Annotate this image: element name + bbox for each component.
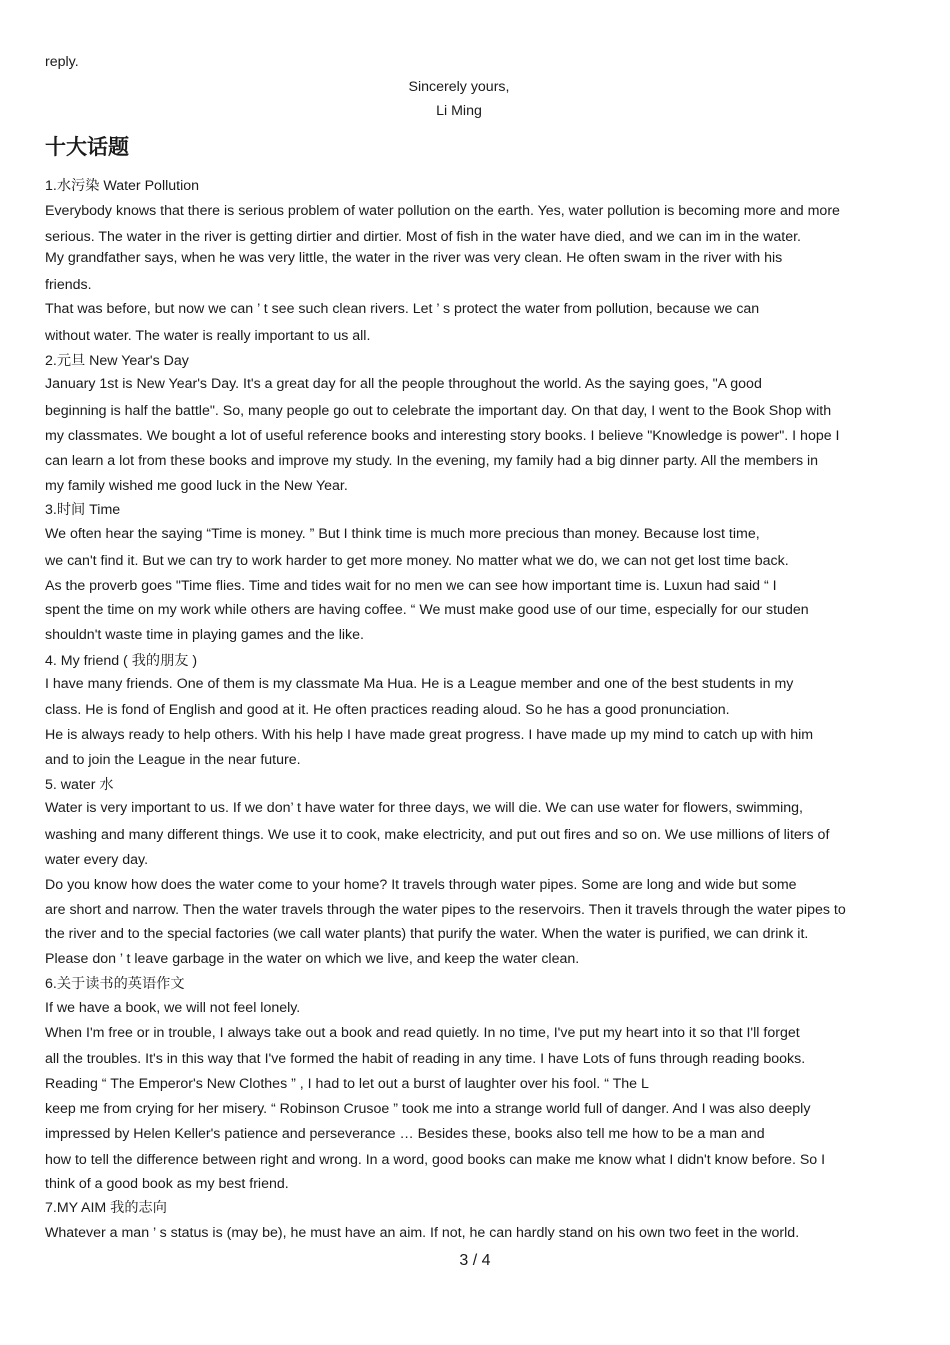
letter-signature: Li Ming <box>436 103 482 119</box>
body-line: friends. <box>45 277 92 293</box>
body-line: Do you know how does the water come to your home? It travels through water pipes. Some are long and wide but some <box>45 877 797 893</box>
body-line: Everybody knows that there is serious problem of water pollution on the earth. Yes, water pollution is becoming more and more <box>45 203 840 219</box>
page-number: 3 / 4 <box>459 1252 491 1269</box>
body-line: If we have a book, we will not feel lonely. <box>45 1000 301 1016</box>
body-line: keep me from crying for her misery. “ Robinson Crusoe ” took me into a strange world full of danger. And I was also deeply <box>45 1101 811 1117</box>
body-line: are short and narrow. Then the water travels through the water pipes to the reservoirs. Then it travels through the water pipes to <box>45 902 846 918</box>
heading-reading-essay: 6.关于读书的英语作文 <box>45 976 185 992</box>
body-line: We often hear the saying “Time is money. ” But I think time is much more precious than money. Because lost time, <box>45 526 760 542</box>
body-line: He is always ready to help others. With his help I have made great progress. I have made up my mind to catch up with him <box>45 727 814 743</box>
body-line: Water is very important to us. If we don’ t have water for three days, we will die. We can use water for flowers, swimming, <box>45 800 803 816</box>
body-line: can learn a lot from these books and improve my study. In the evening, my family had a big dinner party. All the members in <box>45 453 819 469</box>
body-line: That was before, but now we can ’ t see such clean rivers. Let ’ s protect the water from pollution, because we can <box>45 301 760 317</box>
body-line: I have many friends. One of them is my classmate Ma Hua. He is a League member and one of the best students in my <box>45 676 794 692</box>
body-line: My grandfather says, when he was very little, the water in the river was very clean. He often swam in the river with his <box>45 250 783 266</box>
section-title: 十大话题 <box>45 135 129 159</box>
heading-new-years-day: 2.元旦 New Year's Day <box>45 353 189 369</box>
body-line: without water. The water is really important to us all. <box>45 328 371 344</box>
body-line: serious. The water in the river is getting dirtier and dirtier. Most of fish in the water have died, and we can im in the water. <box>45 229 801 245</box>
body-line: Reading “ The Emperor's New Clothes ” , I had to let out a burst of laughter over his fool. “ The L <box>45 1076 649 1092</box>
body-line: we can't find it. But we can try to work harder to get more money. No matter what we do, we can not get lost time back. <box>45 553 789 569</box>
heading-water: 5. water 水 <box>45 777 114 793</box>
body-line: washing and many different things. We use it to cook, make electricity, and put out fires and so on. We use millions of liters of <box>45 827 830 843</box>
letter-reply-line: reply. <box>45 54 79 70</box>
body-line: my classmates. We bought a lot of useful reference books and interesting story books. I believe "Knowledge is power". I hope I <box>45 428 840 444</box>
letter-closing: Sincerely yours, <box>408 79 510 95</box>
body-line: my family wished me good luck in the New Year. <box>45 478 348 494</box>
body-line: how to tell the difference between right and wrong. In a word, good books can make me know what I didn't know before. So I <box>45 1152 826 1168</box>
body-line: When I'm free or in trouble, I always take out a book and read quietly. In no time, I've put my heart into it so that I'll forget <box>45 1025 800 1041</box>
heading-water-pollution: 1.水污染 Water Pollution <box>45 178 200 194</box>
body-line: water every day. <box>45 852 149 868</box>
body-line: the river and to the special factories (we call water plants) that purify the water. When the water is purified, we can drink it. <box>45 926 809 942</box>
body-line: spent the time on my work while others are having coffee. “ We must make good use of our time, especially for our studen <box>45 602 809 618</box>
heading-time: 3.时间 Time <box>45 502 121 518</box>
body-line: January 1st is New Year's Day. It's a great day for all the people throughout the world. As the saying goes, "A good <box>45 376 762 392</box>
body-line: Whatever a man ’ s status is (may be), he must have an aim. If not, he can hardly stand on his own two feet in the world. <box>45 1225 800 1241</box>
heading-my-aim: 7.MY AIM 我的志向 <box>45 1200 167 1216</box>
body-line: class. He is fond of English and good at it. He often practices reading aloud. So he has a good pronunciation. <box>45 702 730 718</box>
body-line: Please don ’ t leave garbage in the water on which we live, and keep the water clean. <box>45 951 580 967</box>
body-line: all the troubles. It's in this way that I've formed the habit of reading in any time. I have Lots of funs through reading books. <box>45 1051 806 1067</box>
body-line: impressed by Helen Keller's patience and perseverance … Besides these, books also tell me how to be a man and <box>45 1126 765 1142</box>
body-line: shouldn't waste time in playing games and the like. <box>45 627 364 643</box>
heading-my-friend: 4. My friend ( 我的朋友 ) <box>45 653 198 669</box>
body-line: beginning is half the battle". So, many people go out to celebrate the important day. On that day, I went to the Book Shop with <box>45 403 832 419</box>
body-line: think of a good book as my best friend. <box>45 1176 289 1192</box>
body-line: As the proverb goes "Time flies. Time and tides wait for no men we can see how important time is. Luxun had said “ I <box>45 578 777 594</box>
body-line: and to join the League in the near future. <box>45 752 301 768</box>
